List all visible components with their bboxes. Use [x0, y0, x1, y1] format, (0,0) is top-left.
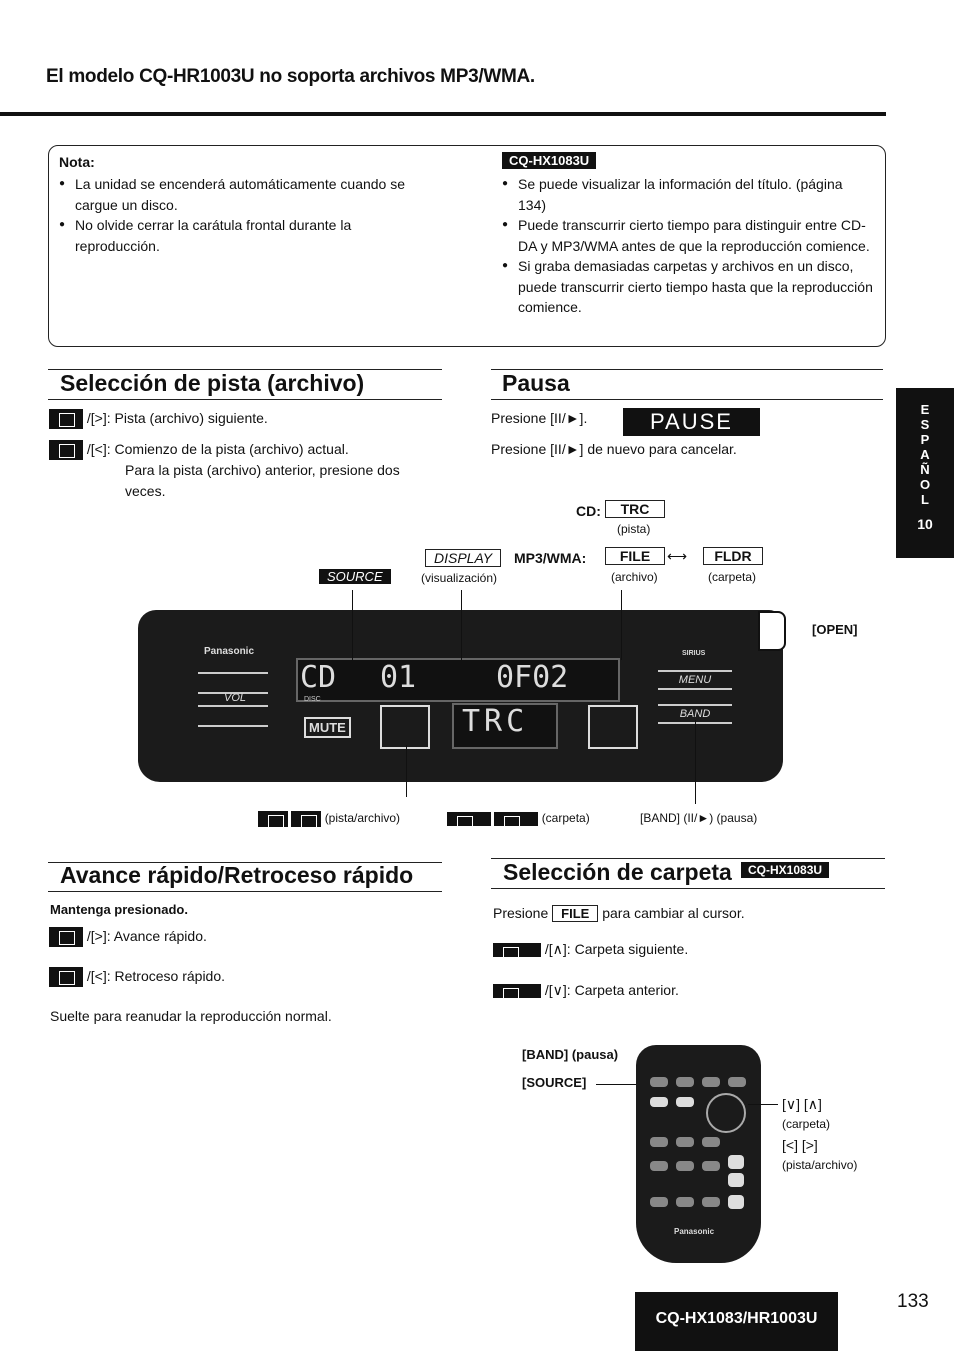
side-tab-letter: O [919, 477, 931, 492]
note-right-list [502, 174, 874, 318]
track-prev-text: /[<]: Comienzo de la pista (archivo) actual. [86, 441, 349, 457]
remote-button [702, 1197, 720, 1207]
seek-forward-icon [588, 705, 638, 749]
remote-button [650, 1077, 668, 1087]
ff-release-text: Suelte para reanudar la reproducción normal. [50, 1008, 332, 1024]
ff-hold-text: Mantenga presionado. [50, 902, 188, 917]
ff-forward-text: /[>]: Avance rápido. [86, 928, 207, 944]
prev-track-icon [258, 811, 288, 827]
remote-button [650, 1161, 668, 1171]
folder-section-title: Selección de carpeta [503, 859, 732, 885]
leader-line [621, 590, 622, 660]
diagram-band-caption: [BAND] (II/►) (pausa) [640, 811, 758, 825]
note-left-list [59, 174, 439, 256]
ff-rewind-text: /[<]: Retroceso rápido. [86, 968, 226, 984]
remote-button [650, 1137, 668, 1147]
folder-up-icon [494, 812, 538, 826]
faceplate-menu-button: MENU [658, 670, 732, 690]
note-title: Nota: [59, 154, 95, 170]
faceplate-disc: DISC [304, 696, 321, 703]
note-model-tag: CQ-HX1083U [502, 152, 596, 169]
diagram-mp3-label: MP3/WMA: [514, 550, 587, 566]
lcd-left-text: CD [300, 660, 337, 695]
page-number: 133 [897, 1291, 929, 1312]
remote-button [702, 1161, 720, 1171]
pause-section-title: Pausa [502, 370, 570, 396]
side-tab-letter: A [920, 447, 930, 462]
diagram-source-button: SOURCE [319, 569, 391, 584]
next-track-icon [49, 409, 83, 429]
pause-cancel-text: Presione [II/►] de nuevo para cancelar. [491, 441, 737, 457]
diagram-file-caption: (archivo) [611, 570, 658, 584]
faceplate-vol: VOL [224, 692, 247, 704]
lcd-bottom-text: TRC [462, 704, 529, 739]
side-tab-number: 10 [917, 516, 933, 532]
remote-button [676, 1197, 694, 1207]
faceplate-mute-button: MUTE [304, 717, 351, 738]
faceplate-band-button: BAND [658, 704, 732, 724]
remote-button [676, 1077, 694, 1087]
leader-line [406, 745, 407, 797]
open-button-icon [758, 611, 786, 651]
diagram-display-caption: (visualización) [421, 571, 498, 585]
folder-press-text: Presione [493, 905, 549, 921]
folder-press-line [493, 903, 745, 925]
side-tab-letter: L [921, 492, 929, 507]
remote-folder-caption: (carpeta) [782, 1117, 831, 1131]
pause-press-text: Presione [II/►]. [491, 410, 588, 426]
remote-vol-down-button [728, 1173, 744, 1187]
leader-line [352, 590, 353, 660]
folder-next-line [493, 939, 688, 960]
remote-band-button [650, 1097, 668, 1107]
diagram-track-caption: (pista/archivo) [324, 811, 401, 825]
remote-brand: Panasonic [674, 1227, 715, 1236]
faceplate-brand: Panasonic [204, 646, 255, 657]
folder-model-tag: CQ-HX1083U [741, 862, 829, 878]
remote-vol-up-button [728, 1155, 744, 1169]
language-side-tab [896, 388, 954, 558]
diagram-open-label: [OPEN] [812, 622, 858, 637]
note-right-bullet: ● Puede transcurrir cierto tiempo para distinguir entre CD-DA y MP3/WMA antes de que la reproducción comience. [502, 215, 874, 256]
next-track-icon [291, 811, 321, 827]
remote-button [728, 1077, 746, 1087]
double-arrow-icon: ⟷ [667, 548, 688, 564]
folder-down-icon [447, 812, 491, 826]
diagram-folder-caption-line [447, 808, 590, 829]
header-rule [0, 112, 886, 116]
page-header-title: El modelo CQ-HR1003U no soporta archivos MP3/WMA. [46, 66, 535, 87]
pause-display: PAUSE [623, 408, 760, 436]
remote-band-label: [BAND] (pausa) [522, 1047, 619, 1062]
remote-button [702, 1137, 720, 1147]
diagram-fldr-box: FLDR [703, 547, 763, 565]
folder-up-icon [493, 943, 541, 957]
remote-source-label: [SOURCE] [522, 1075, 587, 1090]
remote-button [676, 1137, 694, 1147]
prev-track-icon [49, 440, 83, 460]
track-prev-note: Para la pista (archivo) anterior, presione dos veces. [125, 462, 400, 499]
side-tab-letter: S [920, 417, 930, 432]
remote-source-button [676, 1097, 694, 1107]
lcd-right-text: 0F02 [496, 660, 569, 695]
remote-control [636, 1045, 761, 1263]
diagram-cd-label: CD: [576, 503, 601, 519]
ff-section-title: Avance rápido/Retroceso rápido [60, 862, 414, 888]
diagram-track-caption-line [258, 808, 400, 829]
seek-back-icon [380, 705, 430, 749]
footer-model-box: CQ-HX1083/HR1003U [635, 1292, 838, 1351]
ff-forward-line [49, 926, 207, 947]
diagram-fldr-caption: (carpeta) [708, 570, 757, 584]
diagram-display-button: DISPLAY [425, 549, 501, 567]
remote-button [676, 1161, 694, 1171]
leader-line [461, 590, 462, 660]
side-tab-letter: Ñ [920, 462, 930, 477]
remote-track-keys: [<] [>] [782, 1137, 818, 1153]
remote-track-caption: (pista/archivo) [782, 1158, 858, 1172]
track-section-title: Selección de pista (archivo) [60, 370, 365, 396]
remote-joystick [706, 1093, 746, 1133]
diagram-file-box: FILE [605, 547, 665, 565]
folder-down-icon [493, 984, 541, 998]
side-tab-letter: P [920, 432, 930, 447]
folder-prev-line [493, 980, 679, 1001]
folder-next-text: /[∧]: Carpeta siguiente. [544, 941, 689, 957]
track-prev-line [49, 439, 349, 460]
note-right-bullet: ● Se puede visualizar la información del título. (página 134) [502, 174, 874, 215]
remote-folder-keys: [∨] [∧] [782, 1096, 822, 1112]
folder-prev-text: /[∨]: Carpeta anterior. [544, 982, 679, 998]
note-left-bullet: ● La unidad se encenderá automáticamente cuando se cargue un disco. [59, 174, 439, 215]
leader-line [596, 1084, 636, 1085]
diagram-folder-caption: (carpeta) [541, 811, 590, 825]
vol-up-icon [198, 672, 268, 694]
leader-line [695, 720, 696, 804]
remote-button [702, 1077, 720, 1087]
note-right-bullet: ● Si graba demasiadas carpetas y archivos en un disco, puede transcurrir cierto tiempo hasta que la reproducción comience. [502, 256, 874, 318]
ff-rewind-line [49, 966, 225, 987]
diagram-trc-box: TRC [605, 500, 665, 518]
note-left-bullet: ● No olvide cerrar la carátula frontal durante la reproducción. [59, 215, 439, 256]
diagram-trc-caption: (pista) [617, 522, 651, 536]
faceplate-lcd [296, 658, 620, 702]
vol-down-icon [198, 705, 268, 727]
remote-button [728, 1195, 744, 1209]
side-tab-letter: E [920, 402, 930, 417]
folder-file-button: FILE [552, 905, 598, 922]
faceplate-sirius: SIRIUS [682, 650, 706, 657]
folder-press-suffix: para cambiar al cursor. [602, 905, 745, 921]
track-next-line [49, 408, 268, 429]
remote-button [650, 1197, 668, 1207]
lcd-mid-text: 01 [380, 660, 417, 695]
leader-line [748, 1104, 778, 1105]
track-next-text: /[>]: Pista (archivo) siguiente. [86, 410, 268, 426]
fast-forward-icon [49, 927, 83, 947]
rewind-icon [49, 967, 83, 987]
